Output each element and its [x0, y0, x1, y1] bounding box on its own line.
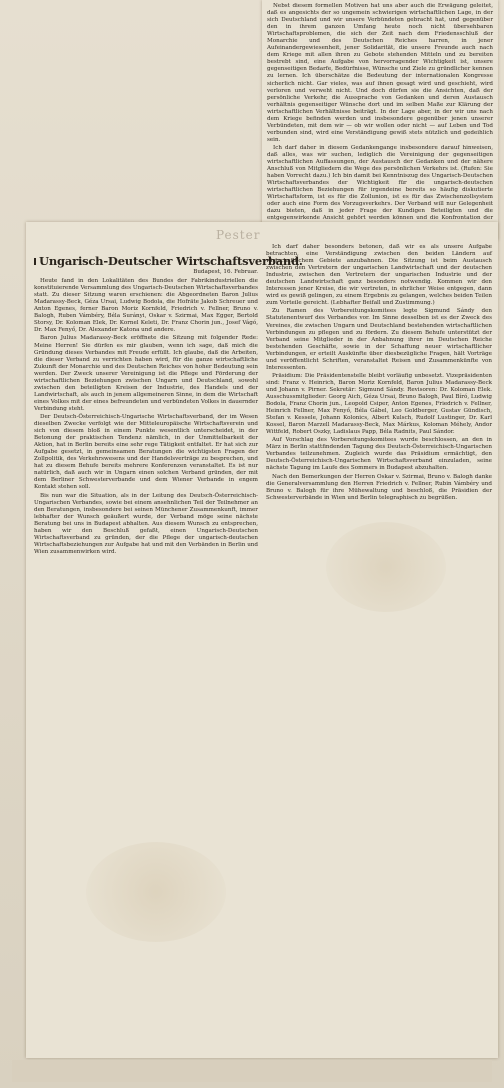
clipping-main	[26, 222, 498, 1058]
top-fragment-column	[267, 3, 493, 231]
right-paragraph: Präsidium: Die Präsidentenstelle bleibt vorläufig unbesetzt. Vizepräsidenten sind: Franz v. Heinrich, Baron Moriz Kornfeld, Baron Julius Madarassy-Beck und Johann v. Pirner. Sekretär: Sigmund Sándy. Revisoren: Dr. Koloman Elek. Ausschussmitglieder: Georg Aich, Géza Ursai, Bruno Balogh, Paul Bíró, Ludwig Bodola, Franz Chorin jun., Leopold Csiper, Anton Egenes, Friedrich v. Fellner, Heinrich Fellner, Max Fenyő, Béla Gábel, Leo Goldberger, Gustav Gündisch, Stefan v. Kessele, Johann Kolonics, Albert Kulsch, Rudolf Lustinger, Dr. Karl Kossel, Baron Marzell Madarassy-Beck, Max Márkus, Koloman Méhely, Andor Wittfeld, Robert Oszky, Ladislaus Papp, Béla Radnits, Paul Sándor.	[266, 372, 492, 436]
right-paragraph: Nach den Bemerkungen der Herren Oskar v. Szirmai, Bruno v. Balogh danke die Generalversammlung den Herren Friedrich v. Fellner, Rubin Vámbéry und Bruno v. Balogh für ihre Mühewaltung und beschloß, die Präsidien der Schwesterverbände in Wien und Berlin telegraphisch zu begrüßen.	[266, 473, 492, 501]
article-headline: Ungarisch-Deutscher Wirtschaftsverband.	[34, 258, 258, 265]
masthead-ghost-text: Pester	[216, 228, 261, 242]
bottom-edge	[12, 1060, 492, 1082]
left-paragraph: Der Deutsch-Österreichisch-Ungarische Wirtschaftsverband, der im Wesen dieselben Zwecke verfolgt wie der Mitteleuropäische Wirtschaftsverein und sich von diesem bloß in einem Punkte wesentlich unterscheidet, in der Betonung der praktischen Tendenz nämlich, in der Unmittelbarkeit der Aktion, hat in Berlin bereits eine sehr rege Tätigkeit entfaltet. Er hat sich zur Aufgabe gesetzt, in gemeinsamen Beratungen die wichtigsten Fragen der Zollpolitik, des Verkehrswesens und der Handelsverträge zu besprechen, und hat zu diesem Behufe bereits mehrere Konferenzen veranstaltet. Es ist nur natürlich, daß auch wir in Ungarn einen solchen Verband gründen, der mit dem Berliner Schwesterverbande und dem Wiener Verbande in engem Kontakt stehen soll.	[34, 413, 258, 491]
top-paragraph: Ich darf daher in diesem Gedankengange insbesondere darauf hinweisen, daß alles, was wir suchen, lediglich die Vereinigung der gegenseitigen wirtschaftlichen Auffassungen, der Austausch der Gedanken und der nähere Anschluß von Mitgliedern die Wege des persönlichen Verkehrs ist. (Rufen: Sie haben Vorrecht dazu.) Ich bin damit bei Kenntniszug des Ungarisch-Deutschen Wirtschaftsverbandes der Wichtigkeit für die ungarisch-deutschen wirtschaftlichen Beziehungen für irgendeine bereits so häufig diskutierte Wirtschaftsform, ist es für die Zollunion, ist es für das Zwischenzollsystem oder auch eine Form des Vorzugsverkehrs. Der Verband will nur Gelegenheit dazu bieten, daß in jeder Frage der Kundigen Beteiligten und die entgegenwirkende Ansicht gehört werden können und die Konfrontation der	[267, 144, 493, 222]
article-dateline: Budapest, 16. Februar.	[193, 269, 258, 276]
left-paragraph: Heute fand in den Lokalitäten des Bundes der Fabrikindustriellen die konstituierende Versammlung des Ungarisch-Deutschen Wirtschaftsverbandes statt. Zu dieser Sitzung waren erschienen: die Abgeordneten Baron Julius Madarassy-Beck, Géza Ursai, Ludwig Bodola, die Hofräte Jakob Schreuer und Anton Egenes, ferner Baron Moriz Kornfeld, Friedrich v. Fellner, Bruno v. Balogh, Ruben Vámbéry, Béla Surányi, Oskar v. Szirmai, Max Egger, Bertold Storsy, Dr. Koloman Elek, Dr. Kornel Keleti, Dr. Franz Chorin jun., Josef Vágó, Dr. Max Fenyő, Dr. Alexander Katona und andere.	[34, 278, 258, 334]
paper-stain	[326, 522, 446, 612]
right-paragraph: Auf Vorschlag des Vorbereitungskomitees wurde beschlossen, an den in März in Berlin stattfindenden Tagung des Deutsch-Österreichisch-Ungarischen Verbandes teilzunehmen. Zugleich wurde das Präsidium ermächtigt, den Deutsch-Österreichisch-Ungarischen Wirtschaftsverband einzuladen, seine nächste Tagung im Laufe des Sommers in Budapest abzuhalten.	[266, 437, 492, 472]
right-paragraph: Zu Ramen des Vorbereitungskomitees legte Sigmund Sándy den Statutenentwurf des Verbandes vor. Im Sinne desselben ist es der Zweck des Vereines, die zwischen Ungarn und Deutschland bestehenden wirtschaftlichen Verbindungen zu pflegen und zu fördern. Zu diesem Behufe unterstützt der Verband seine Mitglieder in der Anbahnung ihrer im Deutschen Reiche bestehenden Geschäfte, sowie in der Schaffung neuer wirtschaftlicher Verbindungen, er erteilt Auskünfte über diesbezügliche Fragen, hält Vorträge und veröffentlicht Schriften, veranstaltet Reisen und Zusammenkünfte von Interessenten.	[266, 308, 492, 371]
clipping-top-fragment	[262, 0, 498, 240]
paper-stain	[86, 842, 226, 942]
top-paragraph: Nebst diesem formellen Motiven hat uns aber auch die Erwägung geleitet, daß es angesichts der so ungemein schwierigen wirtschaftlichen Lage, in der sich Deutschland und wir unsere Verbündeten gebracht hat, und gegenüber den in ihrem ganzen Umfang heute noch nicht übersehbaren Wirtschaftsproblemen, die sich der Zeit nach dem Friedensschluß der Monarchie und des Deutschen Reiches harren, in jener Aufeinandergewiesenheit, jener Solidarität, die unsere Freunde auch nach dem Kriege mit allen ihren zu Gebote stehenden Mitteln und zu bereiten bestrebt sind, eine Aufgabe von hervorragender Wichtigkeit ist, unsere gegenseitigen Bedarfe, Bedürfnisse, Wünsche und Ziele zu gründlicher kennen zu lernen. Ich überschätze die Bedeutung der internationalen Kongresse sicherlich nicht. Gar vieles, was auf ihnen gesagt wird und geschieht, wird verloren und verweht nicht. Und doch dürfen sie die Ansichten, daß der persönliche Verkehr, die Aussprache von Gedanken und deren Austausch verhältnis gegenseitiger Wünsche dort und im selben Maße zur Klärung der wirtschaftlichen Verhältnisse beiträgt. In der Lage aber, in der wir uns nach dem Kriege befinden werden und insbesondere gegenüber jenen unserer Verbündeten, mit dem wir — ob wir wollen oder nicht — auf Leben und Tod verbunden sind, wird eine Verständigung gewiß stets nützlich und gedeihlich sein.	[267, 3, 493, 143]
left-column	[34, 254, 303, 557]
left-paragraph: Baron Julius Madarassy-Beck eröffnete die Sitzung mit folgender Rede: Meine Herren! Sie dürfen es mir glauben, wenn ich sage, daß mich die Gründung dieses Verbandes mit Freude erfüllt. Ich glaube, daß die Arbeiten, die dieser Verband zu verrichten haben wird, für die ganze wirtschaftliche Zukunft der Monarchie und des Deutschen Reiches von hoher Bedeutung sein werden. Der Zweck unserer Vereinigung ist die Pflege und Förderung der wirtschaftlichen Beziehungen zwischen Ungarn und Deutschland, sowohl zwischen den beteiligten Kreisen der Industrie, des Handels und der Landwirtschaft, als auch in jenem allgemeineren Sinne, in dem die Wirtschaft eines Volkes mit der eines befreundeten und verbündeten Volkes in dauernder Verbindung steht.	[34, 335, 258, 412]
right-column	[266, 244, 492, 503]
right-paragraph: Ich darf daher besonders betonen, daß wir es als unsere Aufgabe betrachten, eine Verständigung zwischen den beiden Ländern auf wirtschaftlichem Gebiete anzubahnen. Die Sitzung ist beim Austausch zwischen den Vertretern der ungarischen Landwirtschaft und der deutschen Industrie, zwischen den Vertretern der ungarischen Industrie und der deutschen Landwirtschaft ganz besonders notwendig. Kommen wir den Interessen jener Kreise, die wir vertreten, in ehrlicher Weise entgegen, dann wird es gewiß gelingen, zu einem Ergebnis zu gelangen, welches beiden Teilen zum Vorteile gereicht. (Lebhafter Beifall und Zustimmung.)	[266, 244, 492, 307]
left-paragraph: Bis nun war die Situation, als in der Leitung des Deutsch-Österreichisch-Ungarischen Verbandes, sowie bei einem ansehnlichen Teil der Teilnehmer an den Beratungen, insbesondere bei seinen Münchener Zusammenkunft, immer lebhafter der Wunsch geäußert wurde, der Verband möge seine nächste Beratung bei uns in Budapest abhalten. Aus diesem Wunsch zu entsprechen, haben wir den Beschluß gefaßt, einen Ungarisch-Deutschen Wirtschaftsverband zu gründen, der die Pflege der ungarisch-deutschen Wirtschaftsbeziehungen zur Aufgabe hat und mit den Verbänden in Berlin und Wien zusammenwirken wird.	[34, 492, 258, 555]
